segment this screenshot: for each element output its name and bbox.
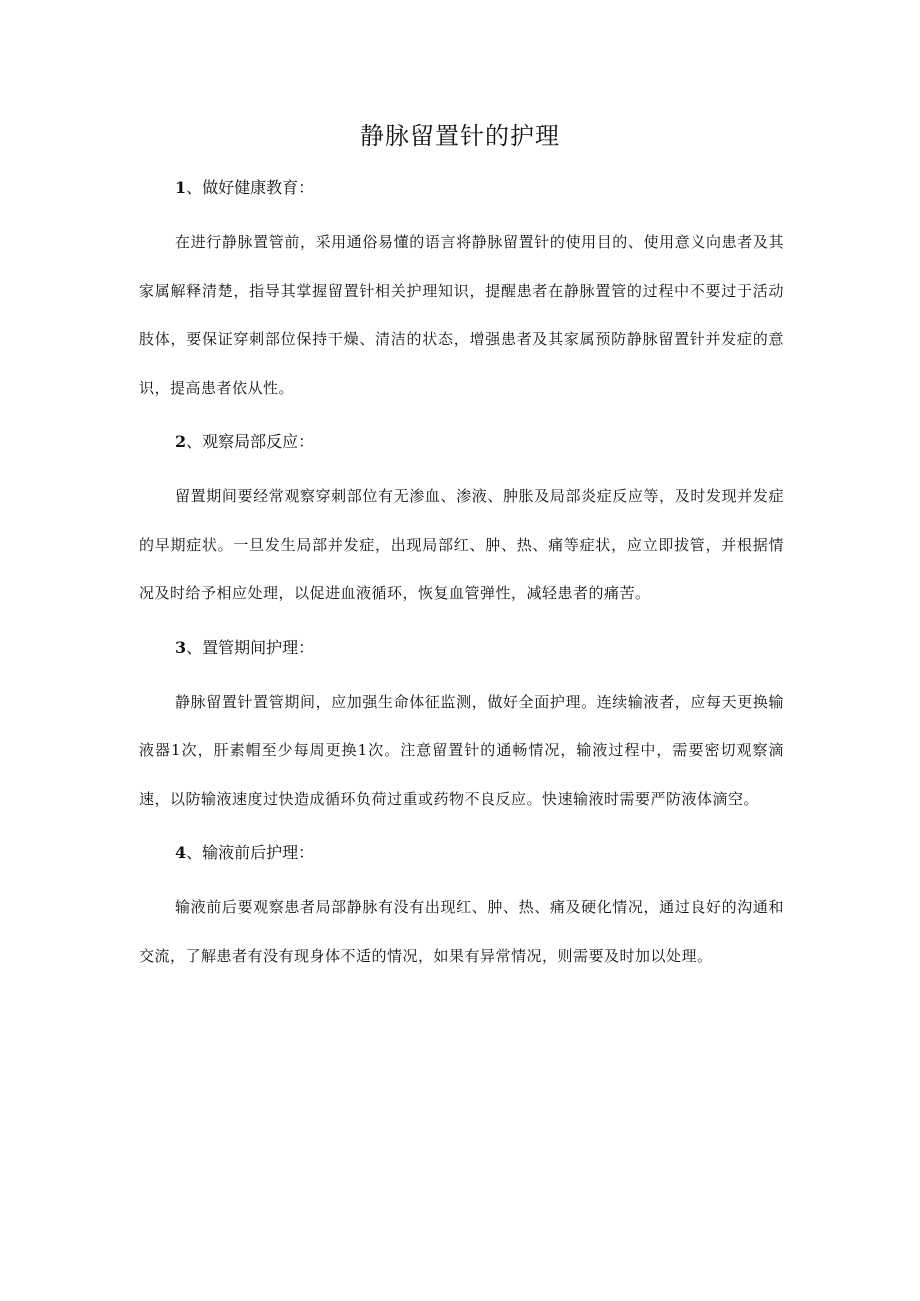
document-content [139,172,784,994]
section-number: 1 [175,178,187,197]
section-heading-4 [139,837,784,869]
section-body-3: 静脉留置针置管期间，应加强生命体征监测，做好全面护理。连续输液者，应每天更换输液器1次，肝素帽至少每周更换1次。注意留置针的通畅情况，输液过程中，需要密切观察滴速，以防输液速度过快造成循环负荷过重或药物不良反应。快速输液时需要严防液体滴空。 [139,692,784,808]
section-body-2: 留置期间要经常观察穿刺部位有无渗血、渗液、肿胀及局部炎症反应等，及时发现并发症的早期症状。一旦发生局部并发症，出现局部红、肿、热、痛等症状，应立即拔管，并根据情况及时给予相应处理，以促进血液循环，恢复血管弹性，减轻患者的痛苦。 [139,487,784,602]
section-number: 4 [175,843,187,862]
section-body-1: 在进行静脉置管前，采用通俗易懂的语言将静脉留置针的使用目的、使用意义向患者及其家属解释清楚，指导其掌握留置针相关护理知识，提醒患者在静脉置管的过程中不要过于活动肢体，要保证穿刺部位保持干燥、清洁的状态，增强患者及其家属预防静脉留置针并发症的意识，提高患者依从性。 [139,233,784,397]
section-heading-text: 、输液前后护理： [186,843,315,862]
section-number: 2 [175,432,187,451]
section-heading-text: 、置管期间护理： [186,637,315,657]
section-heading-2 [139,426,784,458]
section-number: 3 [175,637,187,657]
section-heading-text: 、做好健康教育： [186,178,315,197]
section-heading-text: 、观察局部反应： [186,432,315,451]
document-title: 静脉留置针的护理 [360,122,560,150]
section-heading-1 [139,172,784,204]
section-heading-3 [139,632,784,664]
section-body-4: 输液前后要观察患者局部静脉有没有出现红、肿、热、痛及硬化情况，通过良好的沟通和交流，了解患者有没有现身体不适的情况，如果有异常情况，则需要及时加以处理。 [139,898,784,965]
